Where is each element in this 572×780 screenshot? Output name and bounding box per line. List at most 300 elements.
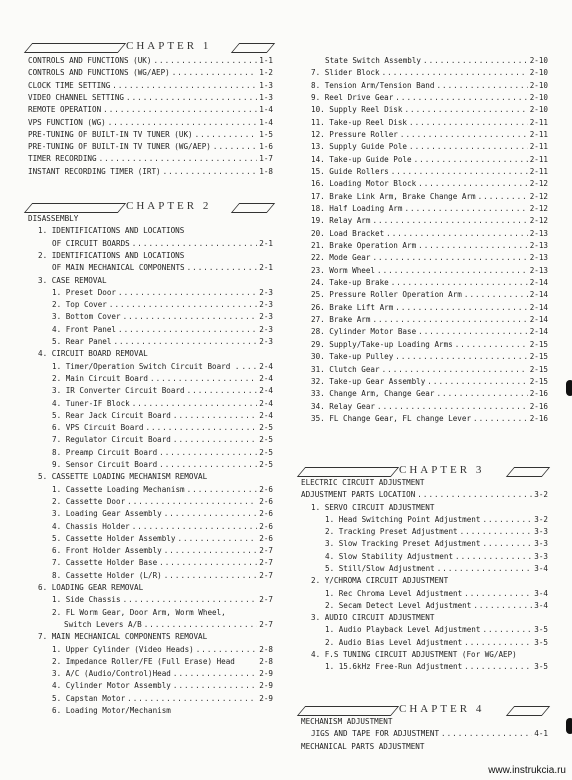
- chapter-title: CHAPTER 1: [126, 40, 212, 52]
- chapter-heading: [28, 200, 273, 214]
- toc-entry-title: 7. Regulator Circuit Board: [52, 435, 171, 445]
- toc-entry[interactable]: [52, 508, 273, 520]
- toc-entry[interactable]: [38, 471, 273, 483]
- toc-entry[interactable]: [325, 551, 548, 563]
- toc-entry[interactable]: [311, 215, 548, 227]
- toc-entry-title: 8. Tension Arm/Tension Band: [311, 80, 435, 90]
- leader-dots: [372, 252, 527, 264]
- leader-dots: [382, 67, 528, 79]
- toc-entry[interactable]: [52, 607, 273, 619]
- chapter-title: CHAPTER 3: [399, 464, 485, 476]
- toc-entry[interactable]: [311, 388, 548, 400]
- toc-entry-title: 2. Audio Bias Level Adjustment: [325, 637, 463, 647]
- toc-entry[interactable]: [38, 631, 273, 643]
- toc-entry-title: INSTANT RECORDING TIMER (IRT): [28, 166, 161, 176]
- toc-entry[interactable]: [28, 153, 273, 165]
- toc-entry-title: State Switch Assembly: [325, 56, 422, 65]
- toc-entry[interactable]: [52, 545, 273, 557]
- toc-entry-title: 12. Pressure Roller: [311, 130, 398, 140]
- leader-dots: [400, 129, 528, 141]
- toc-entry-title: 1. Head Switching Point Adjustment: [325, 514, 481, 524]
- toc-entry-title: 1. Preset Door: [52, 287, 117, 297]
- toc-entry[interactable]: [311, 376, 548, 388]
- toc-entry-page: 2-5: [259, 460, 273, 469]
- toc-entry[interactable]: [311, 228, 548, 240]
- toc-entry-page: 2-6: [259, 484, 273, 494]
- leader-dots: [418, 326, 528, 338]
- toc-entry-title: 22. Mode Gear: [311, 253, 371, 263]
- toc-entry-title: 5. Capstan Motor: [52, 693, 126, 703]
- toc-entry-title: 20. Load Bracket: [311, 228, 385, 238]
- toc-entry[interactable]: [325, 55, 548, 67]
- toc-entry[interactable]: [52, 299, 273, 311]
- toc-entry-page: 1-3: [259, 92, 273, 102]
- leader-dots: [132, 398, 258, 410]
- leader-dots: [123, 311, 258, 323]
- toc-entry[interactable]: [301, 716, 548, 728]
- toc-entry[interactable]: [301, 489, 548, 501]
- toc-entry[interactable]: [325, 600, 548, 612]
- toc-entry[interactable]: [52, 311, 273, 323]
- toc-entry[interactable]: [311, 117, 548, 129]
- toc-entry-title: 8. Preamp Circuit Board: [52, 447, 158, 457]
- toc-entry-page: 2-12: [529, 204, 548, 214]
- toc-entry-title: MECHANICAL PARTS ADJUSTMENT: [301, 741, 425, 751]
- toc-entry[interactable]: [38, 582, 273, 594]
- toc-entry-title: VPS FUNCTION (WG): [28, 117, 106, 127]
- leader-dots: [99, 153, 258, 165]
- leader-dots: [213, 141, 257, 153]
- toc-entry-title: 3. Slow Tracking Preset Adjustment: [325, 539, 481, 549]
- toc-entry-page: 2-6: [259, 496, 273, 506]
- toc-entry-page: 2-1: [259, 238, 273, 248]
- toc-entry-title: 23. Worm Wheel: [311, 265, 376, 275]
- toc-entry-page: 2-4: [259, 386, 273, 396]
- chapter-heading: [28, 40, 273, 54]
- toc-entry[interactable]: [301, 477, 548, 489]
- toc-entry-page: 3-3: [534, 527, 548, 537]
- toc-entry[interactable]: [311, 413, 548, 425]
- toc-entry[interactable]: [28, 67, 273, 79]
- toc-entry-page: 3-2: [534, 490, 548, 500]
- toc-entry-title: 4. F.S TUNING CIRCUIT ADJUSTMENT (For WG/AEP): [311, 649, 517, 659]
- toc-entry-page: 2-15: [529, 352, 548, 362]
- toc-entry-title: 35. FL Change Gear, FL change Lever: [311, 413, 472, 423]
- toc-entry[interactable]: [311, 289, 548, 301]
- toc-entry[interactable]: [52, 680, 273, 692]
- toc-entry[interactable]: [52, 447, 273, 459]
- toc-entry-title: 4. Tuner-IF Block: [52, 398, 130, 408]
- toc-entry-title: 7. Cassette Holder Base: [52, 558, 158, 568]
- toc-entry-page: 2-10: [529, 105, 548, 115]
- toc-entry-page: 2-4: [259, 373, 273, 383]
- toc-entry[interactable]: [52, 705, 273, 717]
- toc-entry-page: 2-15: [529, 364, 548, 374]
- toc-entry[interactable]: [38, 275, 273, 287]
- toc-entry-page: 4-1: [534, 729, 548, 739]
- toc-entry[interactable]: [52, 434, 273, 446]
- toc-entry-page: 1-2: [259, 68, 273, 78]
- leader-dots: [437, 563, 533, 575]
- toc-entry[interactable]: [311, 302, 548, 314]
- leader-dots: [473, 600, 532, 612]
- leader-dots: [127, 693, 257, 705]
- toc-entry[interactable]: [311, 252, 548, 264]
- toc-entry-title: 3. CASE REMOVAL: [38, 275, 107, 285]
- toc-entry-page: 2-9: [259, 681, 273, 691]
- leader-dots: [417, 489, 532, 501]
- toc-entry[interactable]: [28, 166, 273, 178]
- toc-entry[interactable]: [325, 538, 548, 550]
- leader-dots: [404, 104, 527, 116]
- toc-entry-title: 6. Front Holder Assembly: [52, 546, 162, 556]
- toc-entry[interactable]: [325, 588, 548, 600]
- toc-entry-title: 4. Cylinder Motor Assembly: [52, 681, 171, 691]
- toc-entry-title: PRE-TUNING OF BUILT-IN TV TUNER (UK): [28, 129, 193, 139]
- toc-entry[interactable]: [325, 514, 548, 526]
- toc-entry[interactable]: [311, 612, 548, 624]
- toc-entry-title: 1. IDENTIFICATIONS AND LOCATIONS: [38, 226, 185, 236]
- toc-entry[interactable]: [28, 129, 273, 141]
- toc-entry[interactable]: [52, 410, 273, 422]
- leader-dots: [482, 624, 532, 636]
- toc-entry-title: 6. Loading Motor/Mechanism: [52, 706, 171, 715]
- toc-entry[interactable]: [311, 129, 548, 141]
- toc-entry-page: 2-5: [259, 423, 273, 433]
- heading-rule: [231, 43, 275, 53]
- leader-dots: [382, 364, 528, 376]
- toc-entry[interactable]: [38, 348, 273, 360]
- leader-dots: [132, 238, 258, 250]
- leader-dots: [164, 545, 258, 557]
- toc-entry-page: 3-4: [534, 588, 548, 598]
- leader-dots: [132, 521, 258, 533]
- leader-dots: [395, 351, 527, 363]
- toc-entry[interactable]: [38, 225, 273, 237]
- chapter-title: CHAPTER 4: [399, 703, 485, 715]
- toc-entry-page: 2-10: [529, 93, 548, 103]
- toc-entry-page: 2-16: [529, 401, 548, 411]
- toc-entry[interactable]: [52, 238, 273, 250]
- leader-dots: [409, 117, 528, 129]
- toc-entry[interactable]: [52, 521, 273, 533]
- toc-entry[interactable]: [311, 502, 548, 514]
- leader-dots: [414, 154, 528, 166]
- toc-entry-title: 3. A/C (Audio/Control)Head: [52, 669, 171, 679]
- toc-entry[interactable]: [311, 277, 548, 289]
- toc-entry-page: 2-11: [529, 154, 548, 164]
- toc-entry-page: 3-4: [534, 600, 548, 610]
- toc-entry-title: 5. Rear Panel: [52, 337, 112, 346]
- toc-entry-title: 15. Guide Rollers: [311, 167, 389, 177]
- leader-dots: [159, 459, 257, 471]
- toc-entry-page: 2-13: [529, 241, 548, 251]
- toc-entry[interactable]: [52, 533, 273, 545]
- toc-entry-title: 4. Chassis Holder: [52, 521, 130, 531]
- toc-entry-page: 2-9: [259, 693, 273, 703]
- toc-entry-title: 32. Take-up Gear Assembly: [311, 376, 426, 386]
- leader-dots: [372, 314, 527, 326]
- leader-dots: [404, 203, 527, 215]
- leader-dots: [187, 385, 258, 397]
- leader-dots: [241, 361, 257, 373]
- toc-entry[interactable]: [52, 693, 273, 705]
- toc-entry-title: JIGS AND TAPE FOR ADJUSTMENT: [311, 729, 440, 739]
- toc-entry[interactable]: [325, 563, 548, 575]
- toc-entry[interactable]: [311, 575, 548, 587]
- toc-entry[interactable]: [52, 385, 273, 397]
- toc-entry-page: 2-14: [529, 290, 548, 300]
- toc-entry[interactable]: [325, 526, 548, 538]
- toc-entry-title: 24. Take-up Brake: [311, 278, 389, 288]
- toc-entry[interactable]: [311, 104, 548, 116]
- leader-dots: [118, 324, 257, 336]
- toc-entry-title: 1. Rec Chroma Level Adjustment: [325, 588, 463, 598]
- toc-entry-page: 1-3: [259, 80, 273, 90]
- toc-entry-title: DISASSEMBLY: [28, 214, 79, 223]
- toc-entry-title: 5. Rear Jack Circuit Board: [52, 410, 171, 420]
- toc-entry-page: 3-2: [534, 514, 548, 524]
- toc-entry-page: 2-10: [529, 68, 548, 78]
- toc-entry[interactable]: [325, 661, 548, 673]
- toc-entry-page: 2-10: [529, 56, 548, 65]
- watermark: www.instrukcia.ru: [488, 765, 566, 776]
- toc-entry[interactable]: [311, 314, 548, 326]
- toc-entry[interactable]: [52, 668, 273, 680]
- toc-entry-page: 2-15: [529, 339, 548, 349]
- toc-entry-title: PRE-TUNING OF BUILT-IN TV TUNER (WG/AEP): [28, 142, 211, 152]
- leader-dots: [173, 668, 257, 680]
- toc-entry[interactable]: [311, 326, 548, 338]
- toc-entry[interactable]: [52, 373, 273, 385]
- toc-entry-title: 3. IR Converter Circuit Board: [52, 386, 185, 396]
- toc-entry-page: 3-3: [534, 539, 548, 549]
- toc-entry-title: 4. Slow Stability Adjustment: [325, 551, 454, 561]
- toc-entry[interactable]: [28, 213, 273, 225]
- toc-entry-page: 1-8: [259, 166, 273, 176]
- toc-entry-page: 2-15: [529, 376, 548, 386]
- toc-entry[interactable]: [311, 364, 548, 376]
- toc-entry-title: 1. Cassette Loading Mechanism: [52, 484, 185, 494]
- binding-mark: [566, 380, 572, 396]
- toc-entry-page: 2-7: [259, 546, 273, 556]
- leader-dots: [418, 240, 528, 252]
- leader-dots: [113, 336, 257, 348]
- toc-entry[interactable]: [52, 459, 273, 471]
- leader-dots: [455, 339, 528, 351]
- heading-rule: [506, 706, 550, 716]
- toc-entry-page: 2-14: [529, 278, 548, 288]
- toc-entry-title: TIMER RECORDING: [28, 154, 97, 164]
- toc-entry-page: 2-13: [529, 253, 548, 263]
- toc-entry[interactable]: [28, 55, 273, 67]
- toc-entry-title: 1. Side Chassis: [52, 595, 121, 605]
- toc-entry[interactable]: [28, 141, 273, 153]
- toc-entry-page: 1-7: [259, 154, 273, 164]
- toc-entry-title: REMOTE OPERATION: [28, 105, 102, 115]
- toc-entry-title: 10. Supply Reel Disk: [311, 105, 403, 115]
- toc-entry-page: 2-14: [529, 302, 548, 312]
- toc-entry[interactable]: [28, 80, 273, 92]
- toc-entry[interactable]: [311, 203, 548, 215]
- toc-entry-title: 5. CASSETTE LOADING MECHANISM REMOVAL: [38, 472, 208, 482]
- toc-entry-title: 7. Slider Block: [311, 68, 380, 78]
- toc-entry[interactable]: [311, 80, 548, 92]
- toc-entry-page: 2-4: [259, 410, 273, 420]
- leader-dots: [395, 302, 527, 314]
- toc-entry[interactable]: [52, 361, 273, 373]
- toc-entry-page: 2-4: [259, 361, 273, 371]
- leader-dots: [150, 373, 257, 385]
- toc-entry-title: 2. Y/CHROMA CIRCUIT ADJUSTMENT: [311, 576, 449, 586]
- leader-dots: [145, 422, 257, 434]
- toc-entry-title: 31. Clutch Gear: [311, 364, 380, 374]
- toc-entry[interactable]: [52, 594, 273, 606]
- leader-dots: [478, 191, 528, 203]
- leader-dots: [112, 80, 257, 92]
- toc-entry[interactable]: [52, 496, 273, 508]
- toc-entry[interactable]: [52, 484, 273, 496]
- leader-dots: [163, 166, 258, 178]
- toc-entry[interactable]: [52, 422, 273, 434]
- toc-entry[interactable]: [311, 92, 548, 104]
- toc-entry-page: 2-1: [259, 263, 273, 273]
- toc-entry[interactable]: [52, 570, 273, 582]
- toc-entry-title: 25. Pressure Roller Operation Arm: [311, 290, 462, 300]
- chapter-title: CHAPTER 2: [126, 200, 212, 212]
- toc-entry[interactable]: [311, 728, 548, 740]
- toc-entry-page: 2-13: [529, 228, 548, 238]
- leader-dots: [391, 166, 528, 178]
- toc-entry-title: 8. Cassette Holder (L/R): [52, 570, 162, 580]
- toc-entry[interactable]: [311, 67, 548, 79]
- leader-dots: [153, 55, 257, 67]
- toc-entry-page: 2-9: [259, 669, 273, 679]
- toc-entry-page: 3-5: [534, 662, 548, 672]
- toc-entry-title: 11. Take-up Reel Disk: [311, 117, 408, 127]
- leader-dots: [103, 104, 257, 116]
- leader-dots: [395, 92, 527, 104]
- toc-entry[interactable]: [38, 250, 273, 262]
- toc-entry-title: 4. Front Panel: [52, 324, 117, 334]
- toc-entry-title: 21. Brake Operation Arm: [311, 241, 417, 251]
- leader-dots: [144, 619, 258, 631]
- toc-entry-title: 29. Supply/Take-up Loading Arms: [311, 339, 453, 349]
- toc-entry-title: 2. Secam Detect Level Adjustment: [325, 600, 472, 610]
- leader-dots: [108, 117, 258, 129]
- toc-entry[interactable]: [311, 191, 548, 203]
- toc-entry-title: 33. Change Arm, Change Gear: [311, 389, 435, 399]
- leader-dots: [423, 55, 528, 67]
- toc-entry-title: 2. IDENTIFICATIONS AND LOCATIONS: [38, 250, 185, 260]
- toc-entry[interactable]: [311, 649, 548, 661]
- toc-entry[interactable]: [64, 619, 273, 631]
- toc-entry-title: 30. Take-up Pulley: [311, 352, 394, 362]
- toc-entry-title: 5. Cassette Holder Assembly: [52, 533, 176, 543]
- leader-dots: [436, 388, 527, 400]
- toc-entry[interactable]: [311, 141, 548, 153]
- toc-entry[interactable]: [325, 624, 548, 636]
- toc-entry[interactable]: [325, 637, 548, 649]
- toc-entry-title: 9. Sensor Circuit Board: [52, 460, 158, 469]
- toc-entry-page: 1-1: [259, 56, 273, 65]
- toc-entry-page: 2-5: [259, 435, 273, 445]
- toc-entry-title: CLOCK TIME SETTING: [28, 80, 111, 90]
- toc-entry-title: 13. Supply Guide Pole: [311, 142, 408, 152]
- toc-entry[interactable]: [52, 324, 273, 336]
- toc-entry-title: 16. Loading Motor Block: [311, 179, 417, 189]
- toc-entry[interactable]: [52, 644, 273, 656]
- toc-entry-title: 1. Audio Playback Level Adjustment: [325, 625, 481, 635]
- leader-dots: [436, 80, 527, 92]
- toc-entry-title: ADJUSTMENT PARTS LOCATION: [301, 490, 416, 500]
- toc-entry[interactable]: [52, 557, 273, 569]
- toc-entry-title: 4. CIRCUIT BOARD REMOVAL: [38, 349, 148, 359]
- toc-entry[interactable]: [28, 92, 273, 104]
- toc-entry-title: 34. Relay Gear: [311, 401, 376, 411]
- toc-entry-page: 2-14: [529, 315, 548, 325]
- leader-dots: [418, 178, 528, 190]
- toc-entry-page: 2-6: [259, 509, 273, 519]
- toc-entry[interactable]: [52, 262, 273, 274]
- toc-entry[interactable]: [311, 166, 548, 178]
- toc-entry-page: 2-14: [529, 327, 548, 337]
- toc-entry-page: 2-4: [259, 398, 273, 408]
- toc-entry[interactable]: [28, 117, 273, 129]
- leader-dots: [187, 262, 258, 274]
- leader-dots: [173, 410, 257, 422]
- toc-entry[interactable]: [52, 398, 273, 410]
- toc-entry-page: 2-11: [529, 117, 548, 127]
- leader-dots: [377, 401, 528, 413]
- leader-dots: [460, 526, 533, 538]
- toc-entry[interactable]: [52, 656, 273, 668]
- toc-entry-title: 28. Cylinder Motor Base: [311, 327, 417, 337]
- toc-entry[interactable]: [52, 336, 273, 348]
- toc-entry[interactable]: [301, 741, 548, 753]
- toc-entry[interactable]: [311, 351, 548, 363]
- toc-entry[interactable]: [311, 240, 548, 252]
- toc-entry-page: 3-5: [534, 637, 548, 647]
- toc-entry-page: 2-13: [529, 265, 548, 275]
- leader-dots: [482, 538, 532, 550]
- heading-rule: [506, 467, 550, 477]
- toc-entry-title: 3. AUDIO CIRCUIT ADJUSTMENT: [311, 613, 435, 623]
- toc-entry-page: 2-6: [259, 521, 273, 531]
- toc-entry-page: 2-7: [259, 595, 273, 605]
- toc-entry[interactable]: [311, 265, 548, 277]
- toc-entry[interactable]: [311, 339, 548, 351]
- toc-entry-title: 1. Upper Cylinder (Video Heads): [52, 644, 194, 654]
- chapter-heading: [301, 464, 548, 478]
- toc-entry-page: 2-12: [529, 191, 548, 201]
- leader-dots: [473, 413, 528, 425]
- toc-entry[interactable]: [28, 104, 273, 116]
- toc-entry[interactable]: [52, 287, 273, 299]
- leader-dots: [441, 728, 532, 740]
- toc-entry-title: MECHANISM ADJUSTMENT: [301, 717, 393, 726]
- leader-dots: [377, 265, 528, 277]
- toc-entry-title: ELECTRIC CIRCUIT ADJUSTMENT: [301, 478, 425, 487]
- toc-entry-title: 2. Top Cover: [52, 300, 107, 310]
- toc-entry-page: 2-7: [259, 570, 273, 580]
- toc-entry-title: 14. Take-up Guide Pole: [311, 154, 412, 164]
- toc-entry-title: 3. Bottom Cover: [52, 312, 121, 322]
- toc-entry-page: 2-6: [259, 533, 273, 543]
- toc-entry[interactable]: [311, 154, 548, 166]
- toc-entry[interactable]: [311, 178, 548, 190]
- toc-entry[interactable]: [311, 401, 548, 413]
